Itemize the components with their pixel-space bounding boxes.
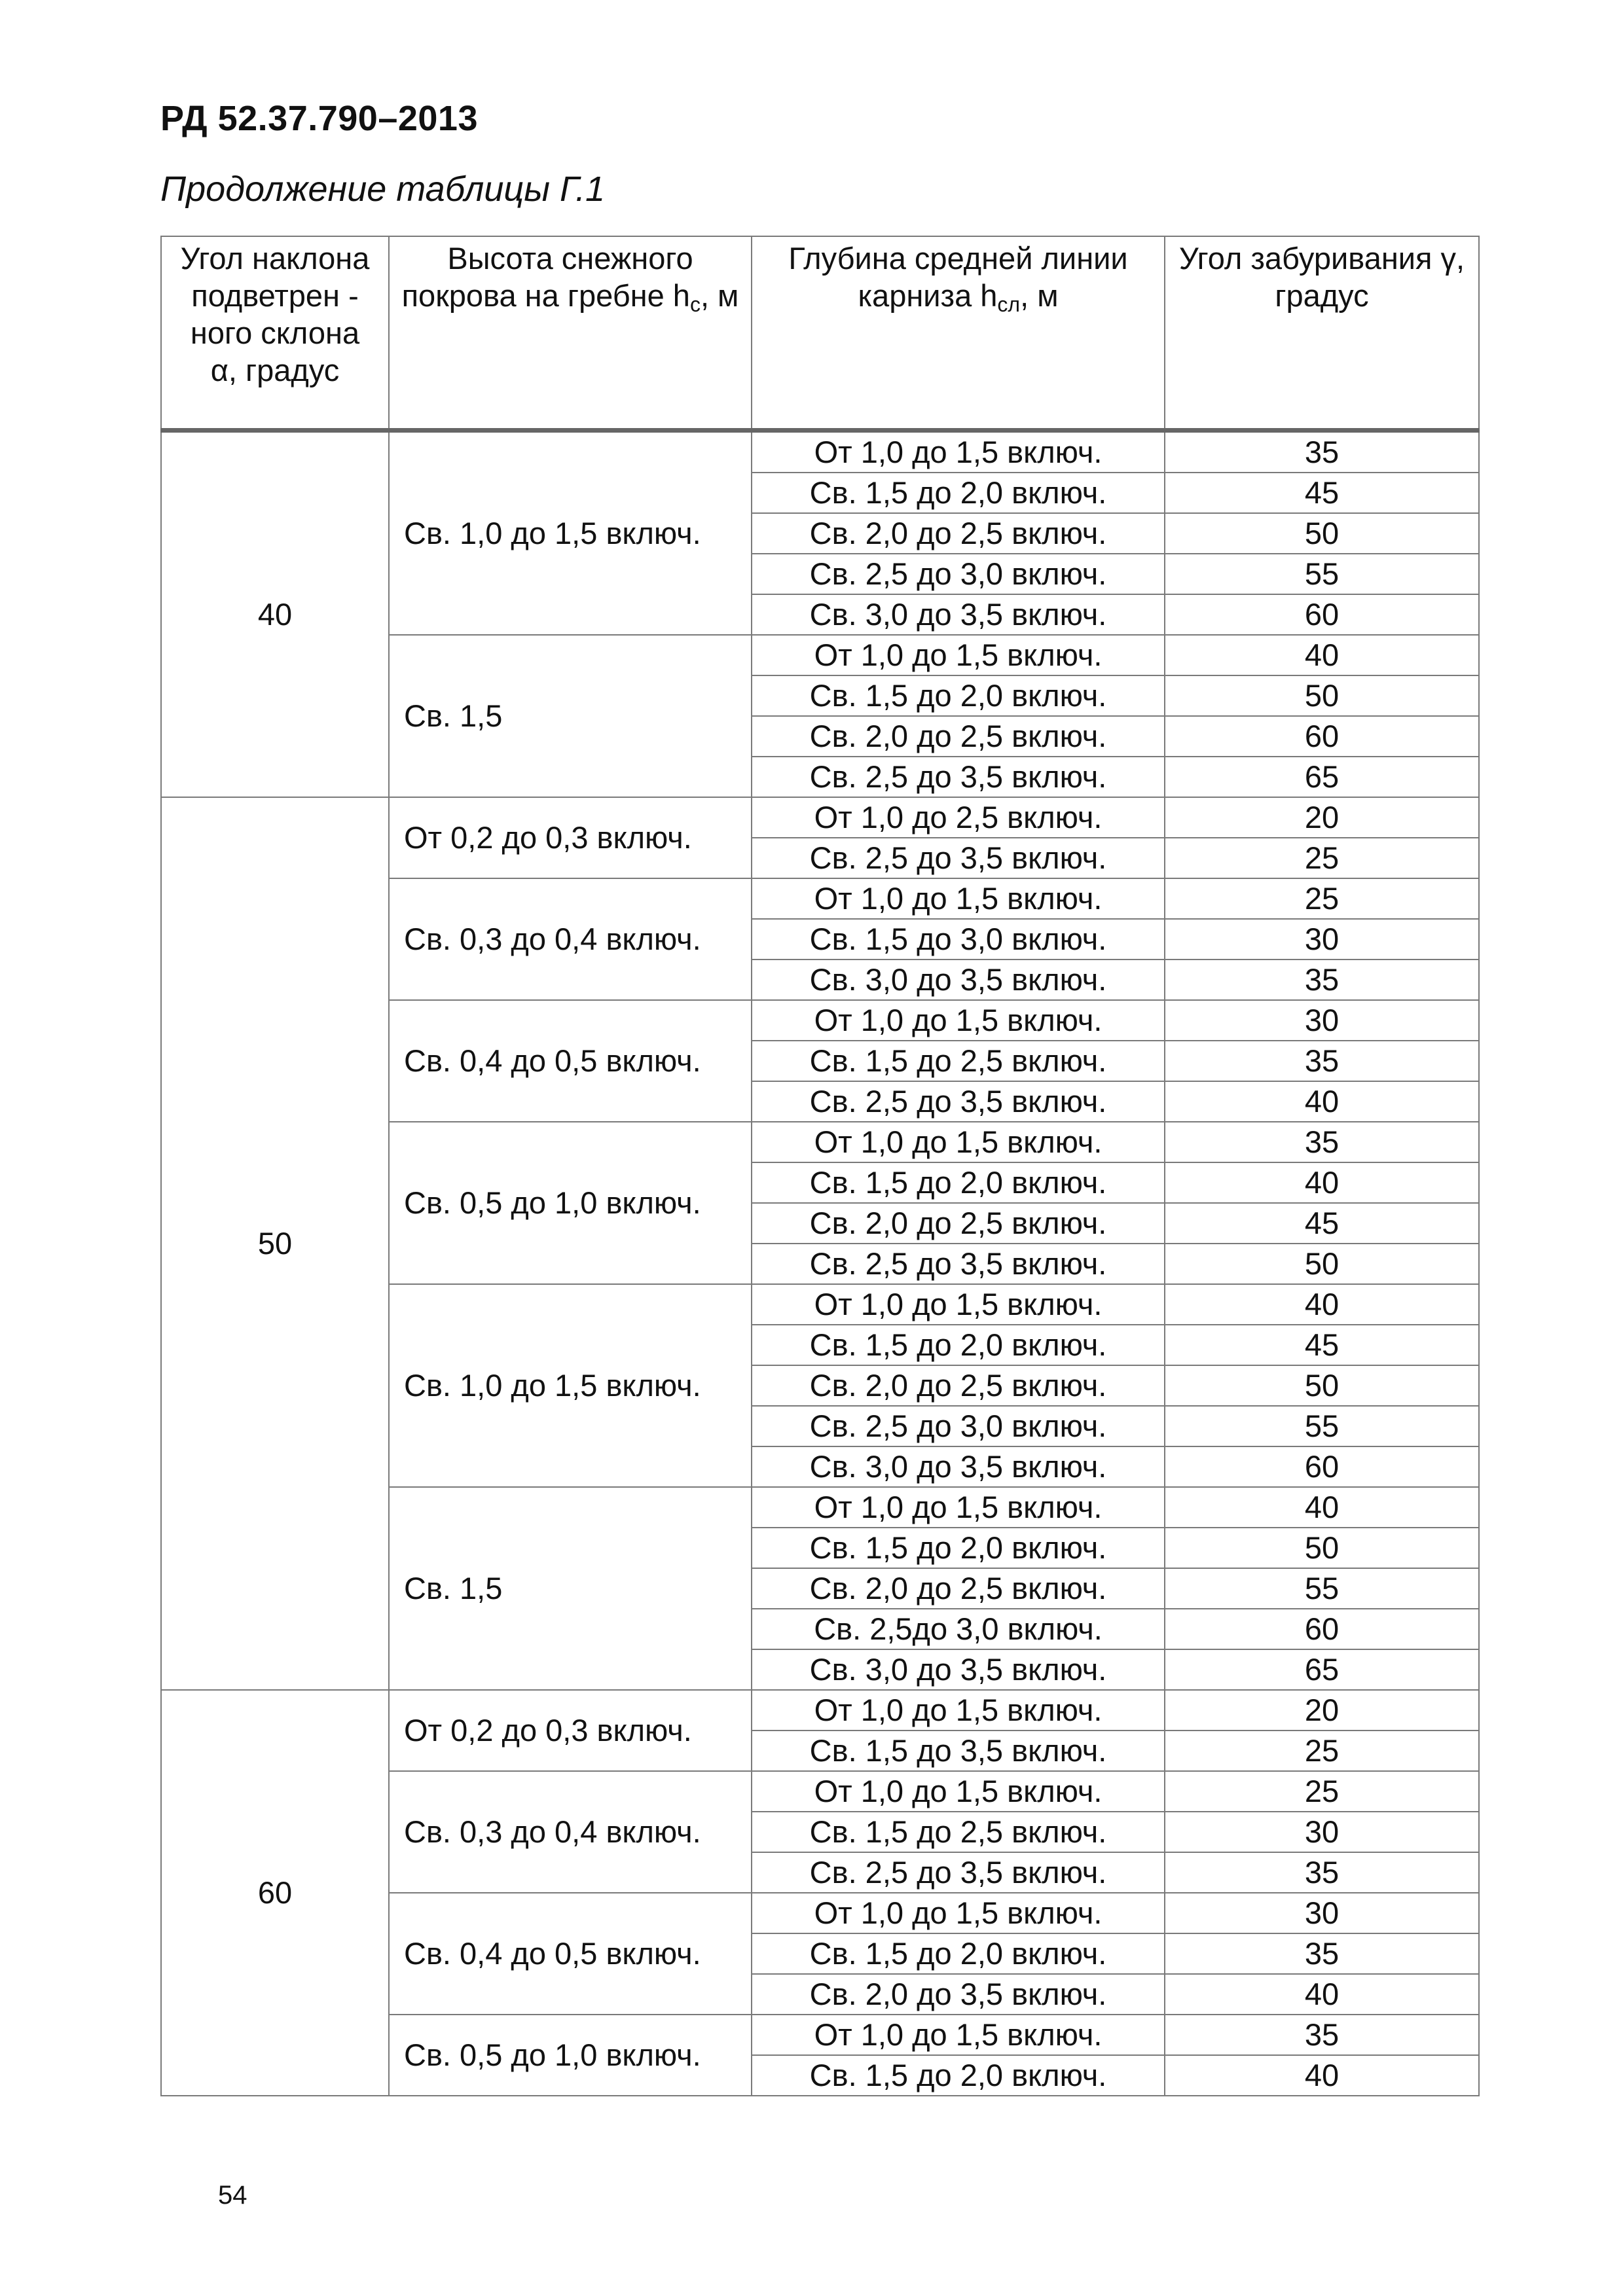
cornice-depth-cell: Св. 2,5 до 3,0 включ. — [752, 1406, 1165, 1446]
snow-height-cell: Св. 0,5 до 1,0 включ. — [389, 2015, 752, 2096]
drilling-angle-cell: 55 — [1165, 1568, 1479, 1609]
snow-height-cell: Св. 1,5 — [389, 1487, 752, 1690]
cornice-depth-cell: От 1,0 до 1,5 включ. — [752, 635, 1165, 675]
cornice-depth-cell: Св. 2,5 до 3,5 включ. — [752, 1852, 1165, 1893]
snow-height-cell: Св. 0,4 до 0,5 включ. — [389, 1000, 752, 1122]
cornice-depth-cell: Св. 2,5 до 3,0 включ. — [752, 554, 1165, 594]
drilling-angle-cell: 40 — [1165, 1081, 1479, 1122]
table-body — [161, 431, 1479, 2096]
snow-height-cell: Св. 1,0 до 1,5 включ. — [389, 431, 752, 636]
drilling-angle-cell: 60 — [1165, 716, 1479, 757]
drilling-angle-cell: 45 — [1165, 1325, 1479, 1365]
drilling-angle-cell: 35 — [1165, 1122, 1479, 1162]
drilling-angle-cell: 35 — [1165, 960, 1479, 1000]
angle-cell: 50 — [161, 797, 389, 1690]
header-depth-text: Глубина средней линии карниза h — [788, 241, 1128, 313]
cornice-depth-cell: От 1,0 до 1,5 включ. — [752, 1690, 1165, 1731]
table-caption: Продолжение таблицы Г.1 — [160, 170, 606, 209]
drilling-angle-cell: 50 — [1165, 1528, 1479, 1568]
cornice-depth-cell: От 1,0 до 1,5 включ. — [752, 1771, 1165, 1812]
drilling-angle-cell: 25 — [1165, 878, 1479, 919]
cornice-depth-cell: Св. 1,5 до 3,5 включ. — [752, 1731, 1165, 1771]
data-table — [160, 236, 1480, 2096]
drilling-angle-cell: 40 — [1165, 1974, 1479, 2015]
cornice-depth-cell: Св. 1,5 до 2,0 включ. — [752, 1528, 1165, 1568]
drilling-angle-cell: 20 — [1165, 1690, 1479, 1731]
header-gamma-text: Угол забуривания γ, градус — [1178, 241, 1465, 313]
drilling-angle-cell: 60 — [1165, 594, 1479, 635]
drilling-angle-cell: 65 — [1165, 757, 1479, 797]
drilling-angle-cell: 65 — [1165, 1649, 1479, 1690]
header-angle — [161, 236, 389, 431]
header-angle-text: Угол наклона подветрен - ного склона α, градус — [180, 241, 370, 387]
cornice-depth-cell: Св. 3,0 до 3,5 включ. — [752, 594, 1165, 635]
cornice-depth-cell: Св. 1,5 до 2,0 включ. — [752, 2055, 1165, 2096]
drilling-angle-cell: 40 — [1165, 635, 1479, 675]
header-row — [161, 236, 1479, 431]
drilling-angle-cell: 35 — [1165, 1852, 1479, 1893]
cornice-depth-cell: Св. 2,5до 3,0 включ. — [752, 1609, 1165, 1649]
drilling-angle-cell: 40 — [1165, 1162, 1479, 1203]
drilling-angle-cell: 55 — [1165, 554, 1479, 594]
header-depth — [752, 236, 1165, 431]
cornice-depth-cell: Св. 1,5 до 2,0 включ. — [752, 473, 1165, 513]
angle-cell: 40 — [161, 431, 389, 798]
snow-height-cell: От 0,2 до 0,3 включ. — [389, 797, 752, 878]
drilling-angle-cell: 35 — [1165, 1041, 1479, 1081]
drilling-angle-cell: 40 — [1165, 1487, 1479, 1528]
snow-height-cell: Св. 0,3 до 0,4 включ. — [389, 878, 752, 1000]
drilling-angle-cell: 40 — [1165, 1284, 1479, 1325]
cornice-depth-cell: Св. 1,5 до 2,0 включ. — [752, 675, 1165, 716]
cornice-depth-cell: Св. 2,0 до 2,5 включ. — [752, 513, 1165, 554]
drilling-angle-cell: 60 — [1165, 1609, 1479, 1649]
header-height-text: Высота снежного покрова на гребне h — [401, 241, 693, 313]
snow-height-cell: Св. 0,3 до 0,4 включ. — [389, 1771, 752, 1893]
cornice-depth-cell: От 1,0 до 1,5 включ. — [752, 2015, 1165, 2055]
drilling-angle-cell: 50 — [1165, 513, 1479, 554]
cornice-depth-cell: Св. 2,5 до 3,5 включ. — [752, 1244, 1165, 1284]
drilling-angle-cell: 30 — [1165, 1893, 1479, 1933]
snow-height-cell: Св. 1,0 до 1,5 включ. — [389, 1284, 752, 1487]
drilling-angle-cell: 30 — [1165, 1812, 1479, 1852]
page-number: 54 — [218, 2181, 247, 2210]
drilling-angle-cell: 50 — [1165, 1365, 1479, 1406]
drilling-angle-cell: 45 — [1165, 1203, 1479, 1244]
document-code: РД 52.37.790–2013 — [160, 99, 478, 138]
drilling-angle-cell: 60 — [1165, 1446, 1479, 1487]
cornice-depth-cell: Св. 1,5 до 2,5 включ. — [752, 1812, 1165, 1852]
cornice-depth-cell: Св. 3,0 до 3,5 включ. — [752, 1446, 1165, 1487]
cornice-depth-cell: Св. 1,5 до 2,0 включ. — [752, 1933, 1165, 1974]
drilling-angle-cell: 50 — [1165, 1244, 1479, 1284]
cornice-depth-cell: Св. 1,5 до 2,0 включ. — [752, 1325, 1165, 1365]
cornice-depth-cell: От 1,0 до 1,5 включ. — [752, 1893, 1165, 1933]
cornice-depth-cell: Св. 1,5 до 3,0 включ. — [752, 919, 1165, 960]
drilling-angle-cell: 20 — [1165, 797, 1479, 838]
header-depth-sub: сл — [997, 293, 1021, 316]
header-height — [389, 236, 752, 431]
drilling-angle-cell: 25 — [1165, 838, 1479, 878]
cornice-depth-cell: Св. 1,5 до 2,0 включ. — [752, 1162, 1165, 1203]
header-height-unit: , м — [700, 278, 739, 313]
drilling-angle-cell: 25 — [1165, 1731, 1479, 1771]
drilling-angle-cell: 35 — [1165, 2015, 1479, 2055]
drilling-angle-cell: 35 — [1165, 1933, 1479, 1974]
cornice-depth-cell: Св. 2,5 до 3,5 включ. — [752, 1081, 1165, 1122]
header-height-sub: с — [689, 293, 701, 316]
drilling-angle-cell: 35 — [1165, 431, 1479, 473]
snow-height-cell: От 0,2 до 0,3 включ. — [389, 1690, 752, 1771]
cornice-depth-cell: От 1,0 до 1,5 включ. — [752, 1000, 1165, 1041]
snow-height-cell: Св. 0,4 до 0,5 включ. — [389, 1893, 752, 2015]
cornice-depth-cell: Св. 2,0 до 3,5 включ. — [752, 1974, 1165, 2015]
drilling-angle-cell: 25 — [1165, 1771, 1479, 1812]
cornice-depth-cell: Св. 2,5 до 3,5 включ. — [752, 757, 1165, 797]
snow-height-cell: Св. 0,5 до 1,0 включ. — [389, 1122, 752, 1284]
header-depth-unit: , м — [1020, 278, 1059, 313]
cornice-depth-cell: От 1,0 до 1,5 включ. — [752, 1487, 1165, 1528]
cornice-depth-cell: Св. 2,5 до 3,5 включ. — [752, 838, 1165, 878]
drilling-angle-cell: 30 — [1165, 1000, 1479, 1041]
cornice-depth-cell: Св. 3,0 до 3,5 включ. — [752, 1649, 1165, 1690]
drilling-angle-cell: 40 — [1165, 2055, 1479, 2096]
drilling-angle-cell: 50 — [1165, 675, 1479, 716]
cornice-depth-cell: От 1,0 до 1,5 включ. — [752, 878, 1165, 919]
cornice-depth-cell: От 1,0 до 1,5 включ. — [752, 1284, 1165, 1325]
cornice-depth-cell: Св. 2,0 до 2,5 включ. — [752, 716, 1165, 757]
table-row — [161, 431, 1479, 473]
cornice-depth-cell: Св. 3,0 до 3,5 включ. — [752, 960, 1165, 1000]
cornice-depth-cell: Св. 1,5 до 2,5 включ. — [752, 1041, 1165, 1081]
cornice-depth-cell: Св. 2,0 до 2,5 включ. — [752, 1568, 1165, 1609]
cornice-depth-cell: От 1,0 до 2,5 включ. — [752, 797, 1165, 838]
drilling-angle-cell: 45 — [1165, 473, 1479, 513]
cornice-depth-cell: От 1,0 до 1,5 включ. — [752, 431, 1165, 473]
cornice-depth-cell: От 1,0 до 1,5 включ. — [752, 1122, 1165, 1162]
cornice-depth-cell: Св. 2,0 до 2,5 включ. — [752, 1203, 1165, 1244]
angle-cell: 60 — [161, 1690, 389, 2096]
snow-height-cell: Св. 1,5 — [389, 635, 752, 797]
drilling-angle-cell: 30 — [1165, 919, 1479, 960]
drilling-angle-cell: 55 — [1165, 1406, 1479, 1446]
table-row — [161, 797, 1479, 838]
cornice-depth-cell: Св. 2,0 до 2,5 включ. — [752, 1365, 1165, 1406]
header-gamma — [1165, 236, 1479, 431]
table-row — [161, 1690, 1479, 1731]
